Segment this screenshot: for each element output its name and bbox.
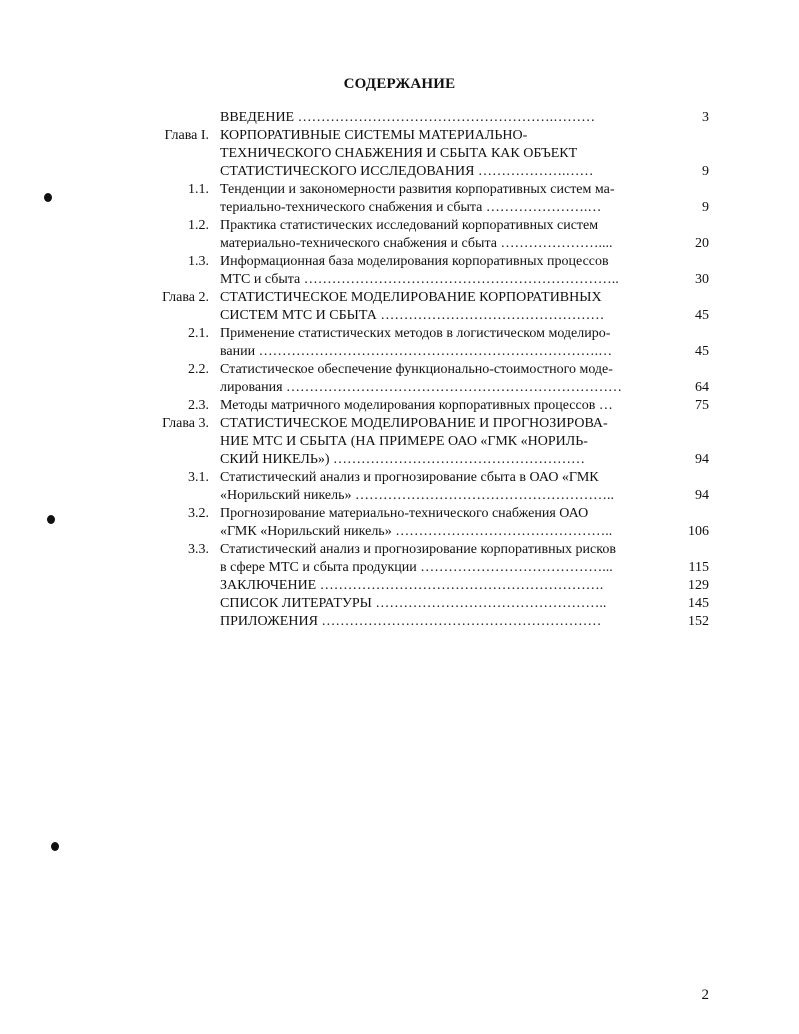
toc-entry-title <box>220 397 665 415</box>
binding-hole-mark <box>44 193 52 202</box>
toc-entry-page: 152 <box>688 614 709 629</box>
toc-entry-line: Статистический анализ и прогнозирование корпоративных рисков <box>220 542 616 557</box>
toc-entry <box>0 289 799 325</box>
table-of-contents <box>0 109 799 631</box>
toc-entry <box>0 415 799 469</box>
toc-entry-line: Информационная база моделирования корпоративных процессов <box>220 254 609 269</box>
toc-entry-number: Глава I. <box>164 128 209 143</box>
toc-entry-line: СТАТИСТИЧЕСКОЕ МОДЕЛИРОВАНИЕ КОРПОРАТИВНЫХ <box>220 290 602 305</box>
toc-entry-number: 2.3. <box>188 398 209 413</box>
toc-entry-line: «ГМК «Норильский никель» ……………………………………….. <box>220 524 613 539</box>
toc-entry-page: 45 <box>695 344 709 359</box>
toc-entry <box>0 325 799 361</box>
toc-entry-title <box>220 181 665 217</box>
toc-entry-line: Практика статистических исследований корпоративных систем <box>220 218 599 233</box>
toc-entry-page: 3 <box>702 110 709 125</box>
binding-hole-mark <box>47 515 55 524</box>
toc-entry-page: 20 <box>695 236 709 251</box>
toc-entry-number: 2.2. <box>188 362 209 377</box>
toc-entry-page: 75 <box>695 398 709 413</box>
toc-entry <box>0 541 799 577</box>
toc-entry-line: ВВЕДЕНИЕ ……………………………………………….……… <box>220 110 596 125</box>
toc-entry-title <box>220 289 665 325</box>
toc-entry-title <box>220 505 665 541</box>
toc-entry-title <box>220 127 665 181</box>
toc-entry-title <box>220 325 665 361</box>
toc-entry-line: материально-технического снабжения и сбыта ………………….... <box>220 236 613 251</box>
toc-entry-title <box>220 109 665 127</box>
toc-entry <box>0 469 799 505</box>
toc-entry-page: 129 <box>688 578 709 593</box>
toc-entry <box>0 127 799 181</box>
toc-entry <box>0 613 799 631</box>
toc-entry-line: Прогнозирование материально-технического снабжения ОАО <box>220 506 589 521</box>
toc-entry-line: Статистическое обеспечение функционально-стоимостного моде- <box>220 362 613 377</box>
toc-entry-line: «Норильский никель» ……………………………………………….. <box>220 488 614 503</box>
toc-entry-line: ТЕХНИЧЕСКОГО СНАБЖЕНИЯ И СБЫТА КАК ОБЪЕКТ <box>220 146 578 161</box>
toc-entry <box>0 577 799 595</box>
toc-entry-number: 2.1. <box>188 326 209 341</box>
toc-entry-line: СИСТЕМ МТС И СБЫТА ………………………………………… <box>220 308 605 323</box>
toc-entry-page: 9 <box>702 164 709 179</box>
page-number: 2 <box>701 987 709 1003</box>
toc-entry-number: Глава 3. <box>162 416 209 431</box>
toc-entry-title <box>220 541 665 577</box>
toc-entry-line: териально-технического снабжения и сбыта ………………….… <box>220 200 602 215</box>
toc-entry-page: 45 <box>695 308 709 323</box>
toc-entry-line: в сфере МТС и сбыта продукции …………………………………... <box>220 560 613 575</box>
toc-entry-title <box>220 613 665 631</box>
page-title: СОДЕРЖАНИЕ <box>343 76 456 92</box>
toc-entry-title <box>220 217 665 253</box>
toc-entry-page: 115 <box>688 560 709 575</box>
toc-entry <box>0 505 799 541</box>
toc-entry <box>0 253 799 289</box>
toc-entry-page: 94 <box>695 452 709 467</box>
toc-entry-number: 1.2. <box>188 218 209 233</box>
toc-entry-page: 145 <box>688 596 709 611</box>
toc-entry-number: 1.1. <box>188 182 209 197</box>
toc-entry-line: ПРИЛОЖЕНИЯ …………………………………………………… <box>220 614 602 629</box>
toc-entry <box>0 361 799 397</box>
toc-entry-line: Тенденции и закономерности развития корпоративных систем ма- <box>220 182 615 197</box>
toc-entry-title <box>220 415 665 469</box>
toc-entry-page: 30 <box>695 272 709 287</box>
toc-entry-number: 3.2. <box>188 506 209 521</box>
toc-entry-line: ЗАКЛЮЧЕНИЕ ……………………………………………………. <box>220 578 604 593</box>
toc-entry-number: 3.1. <box>188 470 209 485</box>
toc-entry <box>0 109 799 127</box>
toc-entry-line: МТС и сбыта ………………………………………………………….. <box>220 272 619 287</box>
toc-entry-line: НИЕ МТС И СБЫТА (НА ПРИМЕРЕ ОАО «ГМК «НОРИЛЬ- <box>220 434 588 449</box>
toc-entry-page: 106 <box>688 524 709 539</box>
toc-entry-line: СКИЙ НИКЕЛЬ») ……………………………………………… <box>220 452 586 467</box>
toc-entry-title <box>220 577 665 595</box>
toc-entry-title <box>220 595 665 613</box>
toc-entry-line: Методы матричного моделирования корпоративных процессов … <box>220 398 613 413</box>
toc-entry-title <box>220 361 665 397</box>
toc-entry-line: Статистический анализ и прогнозирование сбыта в ОАО «ГМК <box>220 470 599 485</box>
toc-entry-page: 9 <box>702 200 709 215</box>
toc-entry-line: СПИСОК ЛИТЕРАТУРЫ ………………………………………….. <box>220 596 607 611</box>
toc-entry <box>0 397 799 415</box>
toc-entry-number: 3.3. <box>188 542 209 557</box>
toc-entry <box>0 217 799 253</box>
toc-entry-line: КОРПОРАТИВНЫЕ СИСТЕМЫ МАТЕРИАЛЬНО- <box>220 128 528 143</box>
toc-entry-line: СТАТИСТИЧЕСКОЕ МОДЕЛИРОВАНИЕ И ПРОГНОЗИРОВА- <box>220 416 608 431</box>
toc-entry-title <box>220 469 665 505</box>
toc-entry-page: 94 <box>695 488 709 503</box>
toc-entry <box>0 181 799 217</box>
toc-entry-page: 64 <box>695 380 709 395</box>
toc-entry-line: СТАТИСТИЧЕСКОГО ИССЛЕДОВАНИЯ ……………….…… <box>220 164 594 179</box>
toc-entry-number: 1.3. <box>188 254 209 269</box>
toc-entry-line: лирования ……………………………………………………………… <box>220 380 623 395</box>
toc-entry <box>0 595 799 613</box>
toc-entry-number: Глава 2. <box>162 290 209 305</box>
binding-hole-mark <box>51 842 59 851</box>
toc-entry-title <box>220 253 665 289</box>
toc-entry-line: Применение статистических методов в логистическом моделиро- <box>220 326 611 341</box>
toc-entry-line: вании ……………………………………………………………….… <box>220 344 613 359</box>
